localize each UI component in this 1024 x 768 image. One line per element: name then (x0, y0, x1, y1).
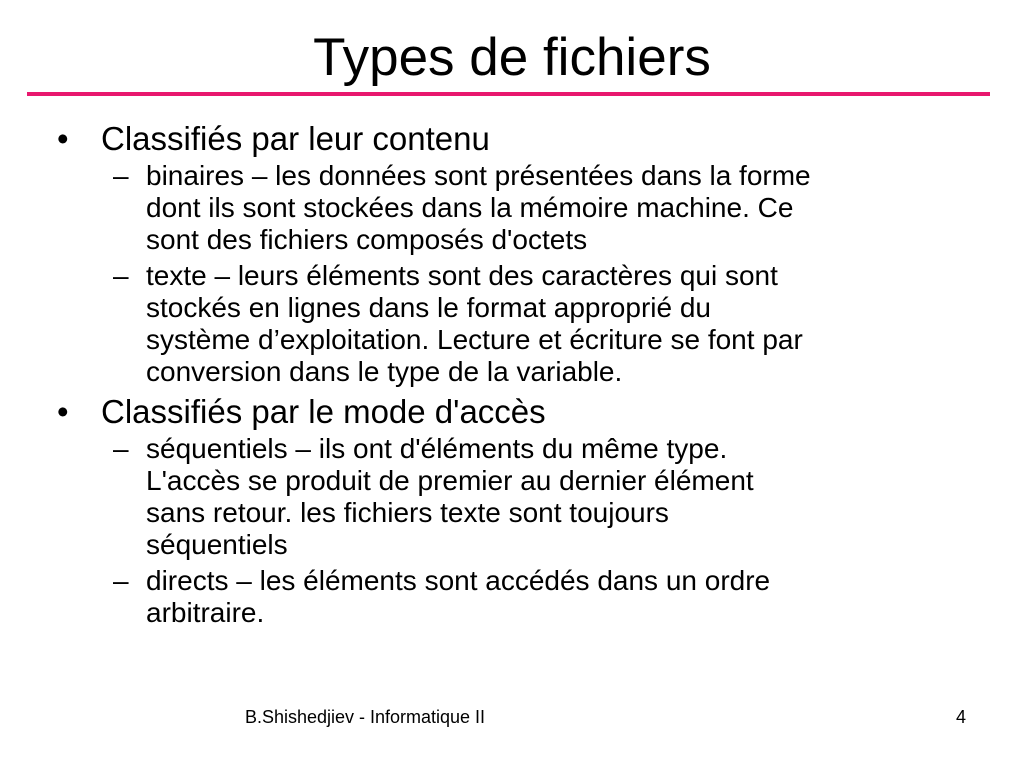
sub-bullet-line: conversion dans le type de la variable. (146, 356, 623, 387)
bullet-text: Classifiés par leur contenu (101, 120, 490, 157)
sub-bullet-line: système d’exploitation. Lecture et écriture se font par (146, 324, 803, 355)
dash-marker: – (113, 260, 129, 291)
sub-bullet-line: binaires – les données sont présentées dans la forme (146, 160, 811, 191)
sub-bullet-binaires (0, 160, 1024, 256)
sub-bullet-line: directs – les éléments sont accédés dans un ordre (146, 565, 771, 596)
sub-bullet-line: séquentiels (146, 529, 288, 560)
title-underline (27, 92, 990, 96)
sub-bullet-line: sans retour. les fichiers texte sont toujours (146, 497, 669, 528)
slide-title: Types de fichiers (313, 28, 711, 87)
sub-bullet-line: stockés en lignes dans le format approprié du (146, 292, 711, 323)
sub-bullet-line: texte – leurs éléments sont des caractères qui sont (146, 260, 778, 291)
slide-content (0, 119, 1024, 633)
bullet-content-classification (0, 119, 1024, 159)
bullet-access-classification (0, 392, 1024, 432)
dash-marker: – (113, 160, 129, 191)
dash-marker: – (113, 565, 129, 596)
page-number: 4 (955, 707, 966, 727)
bullet-marker: • (57, 393, 69, 430)
sub-bullet-sequentiels (0, 433, 1024, 561)
bullet-text: Classifiés par le mode d'accès (101, 393, 546, 430)
footer-author: B.Shishedjiev - Informatique II (244, 707, 486, 727)
sub-bullet-directs (0, 565, 1024, 629)
sub-bullet-line: dont ils sont stockées dans la mémoire machine. Ce (146, 192, 794, 223)
bullet-marker: • (57, 120, 69, 157)
dash-marker: – (113, 433, 129, 464)
sub-bullet-line: L'accès se produit de premier au dernier élément (146, 465, 754, 496)
sub-bullet-line: séquentiels – ils ont d'éléments du même type. (146, 433, 728, 464)
sub-bullet-line: arbitraire. (146, 597, 265, 628)
sub-bullet-line: sont des fichiers composés d'octets (146, 224, 588, 255)
sub-bullet-texte (0, 260, 1024, 388)
